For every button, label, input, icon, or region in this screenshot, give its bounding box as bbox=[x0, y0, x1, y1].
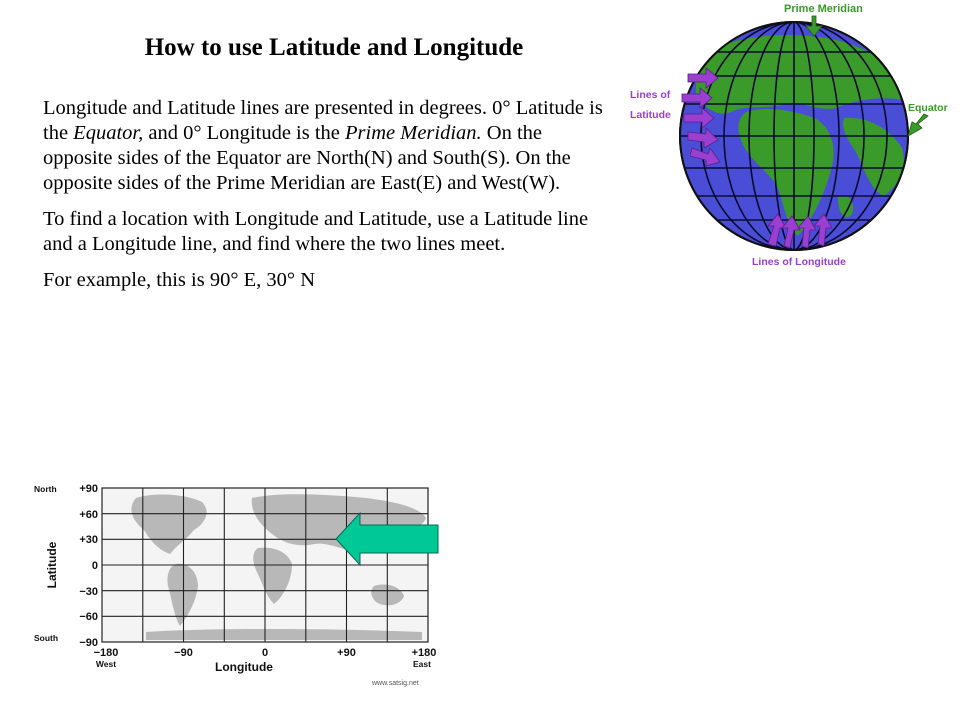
latlong-map bbox=[26, 468, 460, 693]
globe-figure bbox=[626, 0, 960, 270]
lat-tick: −90 bbox=[79, 637, 98, 649]
lat-tick: +30 bbox=[79, 534, 98, 546]
lat-tick: −30 bbox=[79, 586, 98, 598]
para1-text-3: On the opposite sides of the Equator are North(N) and South(S). On the opposite sides of the Prime Meridian are East(E) and West(W). bbox=[43, 122, 571, 194]
equator-label: Equator bbox=[908, 102, 948, 114]
slide-title: How to use Latitude and Longitude bbox=[144, 34, 524, 61]
north-label: North bbox=[34, 484, 57, 494]
longitude-axis-label: Longitude bbox=[215, 660, 273, 674]
paragraph-find-location: To find a location with Longitude and Latitude, use a Latitude line and a Longitude line, and find where the two lines meet. bbox=[43, 208, 589, 255]
lon-tick: −90 bbox=[174, 647, 193, 659]
latlong-map-figure bbox=[26, 468, 460, 693]
lon-tick-labels bbox=[94, 647, 437, 659]
lines-of-latitude-label-1: Lines of bbox=[630, 89, 671, 101]
globe-illustration bbox=[626, 0, 960, 270]
map-credit: www.satsig.net bbox=[372, 680, 419, 687]
south-label: South bbox=[34, 633, 59, 643]
lat-tick: +90 bbox=[79, 483, 98, 495]
latitude-axis-label: Latitude bbox=[45, 541, 59, 589]
prime-meridian-label: Prime Meridian bbox=[784, 3, 863, 15]
lat-tick: −60 bbox=[79, 611, 98, 623]
lon-tick: 0 bbox=[261, 647, 269, 659]
west-label: West bbox=[95, 659, 117, 669]
lat-tick: 0 bbox=[91, 560, 98, 572]
para1-text-2: and 0° Longitude is the bbox=[143, 122, 346, 144]
lon-tick: −180 bbox=[93, 647, 119, 659]
lon-tick: +180 bbox=[411, 647, 437, 659]
lines-of-latitude-label-2: Latitude bbox=[630, 109, 671, 121]
lat-tick: +60 bbox=[79, 509, 98, 521]
lines-of-longitude-label: Lines of Longitude bbox=[752, 256, 846, 268]
para1-text-1: Longitude and Latitude lines are presented in degrees. 0° Latitude is the bbox=[43, 97, 603, 144]
lon-tick: +90 bbox=[337, 647, 356, 659]
equator-term: Equator, bbox=[73, 122, 144, 144]
slide-body bbox=[43, 96, 605, 304]
east-label: East bbox=[413, 659, 431, 669]
paragraph-degrees bbox=[43, 96, 605, 196]
prime-meridian-term: Prime Meridian. bbox=[345, 122, 482, 144]
lat-tick-labels bbox=[79, 483, 98, 649]
paragraph-example: For example, this is 90° E, 30° N bbox=[43, 269, 316, 291]
equator-arrow bbox=[908, 114, 928, 136]
